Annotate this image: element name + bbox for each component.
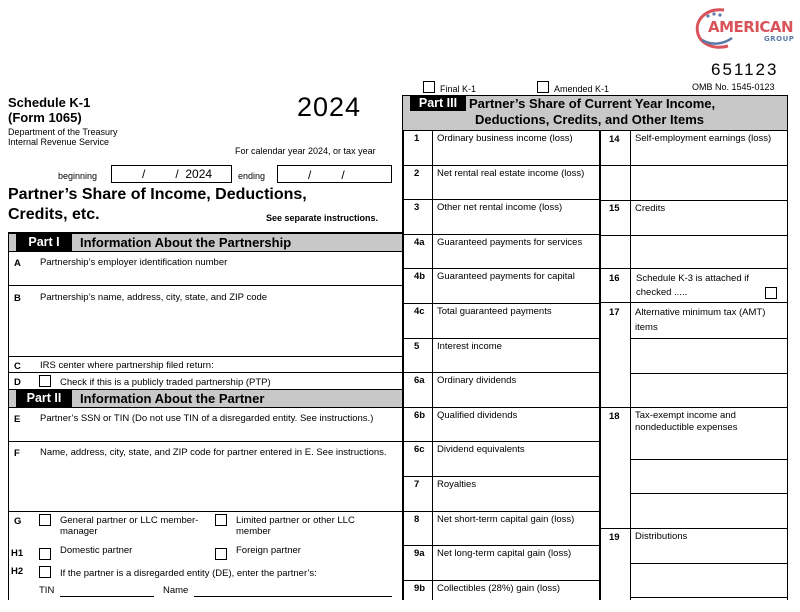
- row-4b-number: 4b: [414, 271, 426, 283]
- row-9a-text: Net long-term capital gain (loss): [437, 548, 572, 560]
- row-16-text: Schedule K-3 is attached if checked .....: [636, 273, 750, 298]
- row-4c-amount-field[interactable]: [433, 319, 598, 335]
- tin-label: TIN: [39, 585, 55, 596]
- general-partner-label: General partner or LLC member-manager: [60, 515, 199, 537]
- name-input[interactable]: [194, 596, 392, 597]
- heading-line1: Partner’s Share of Income, Deductions,: [8, 186, 307, 203]
- row-6a-text: Ordinary dividends: [437, 375, 517, 387]
- part3-title-line2: Deductions, Credits, and Other Items: [475, 112, 704, 127]
- row-9b-text: Collectibles (28%) gain (loss): [437, 582, 561, 594]
- domestic-partner-label: Domestic partner: [60, 545, 133, 556]
- row-a-text: Partnership’s employer identification number: [40, 257, 228, 268]
- general-partner-checkbox[interactable]: [39, 514, 51, 526]
- ptp-checkbox[interactable]: [39, 375, 51, 387]
- row-18-number: 18: [609, 411, 620, 422]
- row-4c-number: 4c: [414, 306, 425, 317]
- row-15-number: 15: [609, 203, 620, 214]
- part1-tag: Part I: [16, 234, 72, 251]
- domestic-partner-checkbox[interactable]: [39, 548, 51, 560]
- irs-label: Internal Revenue Service: [8, 137, 110, 147]
- row-17-text: Alternative minimum tax (AMT) items: [635, 307, 766, 333]
- row-9b-number: 9b: [414, 582, 426, 594]
- row-4b-text: Guaranteed payments for capital: [437, 271, 575, 283]
- row-4a-amount-field[interactable]: [433, 250, 598, 266]
- amended-k1-label: Amended K-1: [554, 84, 610, 94]
- see-instructions: See separate instructions.: [266, 213, 379, 223]
- row-8-text: Net short-term capital gain (loss): [437, 513, 575, 525]
- row-6c-text: Dividend equivalents: [437, 444, 525, 456]
- row-14-number: 14: [609, 134, 620, 145]
- final-k1-checkbox[interactable]: [423, 81, 435, 93]
- h2-text: If the partner is a disregarded entity (DE), enter the partner’s:: [60, 568, 317, 579]
- row-7-number: 7: [414, 479, 420, 490]
- row-a-letter: A: [14, 258, 21, 269]
- row-6c-amount-field[interactable]: [433, 457, 598, 473]
- tax-year: 2024: [297, 92, 362, 122]
- row-6b-number: 6b: [414, 409, 426, 421]
- row-19-text: Distributions: [635, 531, 688, 542]
- row-3-text: Other net rental income (loss): [437, 202, 563, 214]
- logo-text: AMERICAN: [708, 18, 794, 36]
- logo-subtext: GROUP: [764, 35, 795, 43]
- ending-date-field[interactable]: [277, 165, 392, 183]
- row-14-text: Self-employment earnings (loss): [635, 133, 772, 144]
- row-6b-text: Qualified dividends: [437, 409, 518, 421]
- row-1-text: Ordinary business income (loss): [437, 133, 573, 144]
- row-8-amount-field[interactable]: [433, 527, 598, 543]
- row-h2-letter: H2: [11, 566, 24, 577]
- row-4a-number: 4a: [414, 236, 425, 248]
- row-17-number: 17: [609, 307, 620, 318]
- row-4c-text: Total guaranteed payments: [437, 306, 552, 317]
- row-c-text: IRS center where partnership filed return:: [40, 360, 214, 371]
- row-f-text: Name, address, city, state, and ZIP code for partner entered in E. See instructions.: [40, 447, 387, 458]
- row-e-text: Partner’s SSN or TIN (Do not use TIN of a disregarded entity. See instructions.): [40, 413, 374, 424]
- ending-date-value: / /: [308, 168, 345, 182]
- row-f-letter: F: [14, 448, 20, 459]
- k3-attached-checkbox[interactable]: [765, 287, 777, 299]
- row-5-number: 5: [414, 340, 420, 352]
- row-4a-text: Guaranteed payments for services: [437, 236, 583, 248]
- row-2-number: 2: [414, 167, 420, 179]
- foreign-partner-checkbox[interactable]: [215, 548, 227, 560]
- foreign-partner-label: Foreign partner: [236, 545, 301, 556]
- omb-number: OMB No. 1545-0123: [692, 82, 775, 92]
- row-2-amount-field[interactable]: [433, 181, 598, 197]
- row-h1-letter: H1: [11, 548, 24, 559]
- part2-tag: Part II: [16, 390, 72, 407]
- schedule-title: Schedule K-1: [8, 95, 91, 110]
- row-5-text: Interest income: [437, 340, 502, 352]
- row-1-amount-field[interactable]: [433, 146, 598, 162]
- row-9a-amount-field[interactable]: [433, 561, 598, 577]
- row-b-text: Partnership’s name, address, city, state, and ZIP code: [40, 292, 268, 303]
- row-7-text: Royalties: [437, 479, 477, 490]
- row-1-number: 1: [414, 133, 420, 144]
- ending-label: ending: [238, 171, 266, 181]
- dept-label: Department of the Treasury: [8, 127, 118, 137]
- part3-title-line1: Partner’s Share of Current Year Income,: [469, 96, 716, 111]
- beginning-date-field[interactable]: [111, 165, 232, 183]
- form-title: (Form 1065): [8, 110, 82, 125]
- row-5-amount-field[interactable]: [433, 354, 598, 370]
- calendar-note: For calendar year 2024, or tax year: [235, 146, 376, 156]
- beginning-label: beginning: [58, 171, 98, 181]
- part1-title: Information About the Partnership: [80, 235, 292, 250]
- heading-line2: Credits, etc.: [8, 206, 100, 223]
- row-18-text: Tax-exempt income and nondeductible expenses: [635, 410, 738, 433]
- amended-k1-checkbox[interactable]: [537, 81, 549, 93]
- limited-partner-label: Limited partner or other LLC member: [236, 515, 355, 537]
- row-8-number: 8: [414, 513, 420, 525]
- row-9b-amount-field[interactable]: [433, 596, 598, 612]
- row-7-amount-field[interactable]: [433, 492, 598, 508]
- part2-title: Information About the Partner: [80, 391, 265, 406]
- row-d-text: Check if this is a publicly traded partnership (PTP): [60, 377, 271, 388]
- beginning-date-value: / / 2024: [142, 167, 213, 181]
- row-6a-number: 6a: [414, 375, 425, 387]
- row-4b-amount-field[interactable]: [433, 284, 598, 300]
- row-9a-number: 9a: [414, 548, 425, 560]
- form-number: 651123: [711, 60, 779, 79]
- disregarded-entity-checkbox[interactable]: [39, 566, 51, 578]
- row-2-text: Net rental real estate income (loss): [437, 167, 585, 179]
- row-3-amount-field[interactable]: [433, 215, 598, 231]
- row-c-letter: C: [14, 361, 21, 372]
- row-e-letter: E: [14, 414, 21, 425]
- row-6b-amount-field[interactable]: [433, 423, 598, 439]
- row-19-number: 19: [609, 532, 620, 543]
- row-6a-amount-field[interactable]: [433, 388, 598, 404]
- row-16-number: 16: [609, 273, 620, 284]
- company-logo: [694, 6, 794, 52]
- limited-partner-checkbox[interactable]: [215, 514, 227, 526]
- row-15-text: Credits: [635, 203, 666, 214]
- row-b-letter: B: [14, 293, 21, 304]
- row-g-letter: G: [14, 516, 22, 527]
- final-k1-label: Final K-1: [440, 84, 477, 94]
- name-label: Name: [163, 585, 189, 596]
- part3-tag: Part III: [410, 96, 466, 111]
- tin-input[interactable]: [60, 596, 154, 597]
- row-3-number: 3: [414, 202, 420, 214]
- row-d-letter: D: [14, 377, 21, 388]
- row-6c-number: 6c: [414, 444, 425, 456]
